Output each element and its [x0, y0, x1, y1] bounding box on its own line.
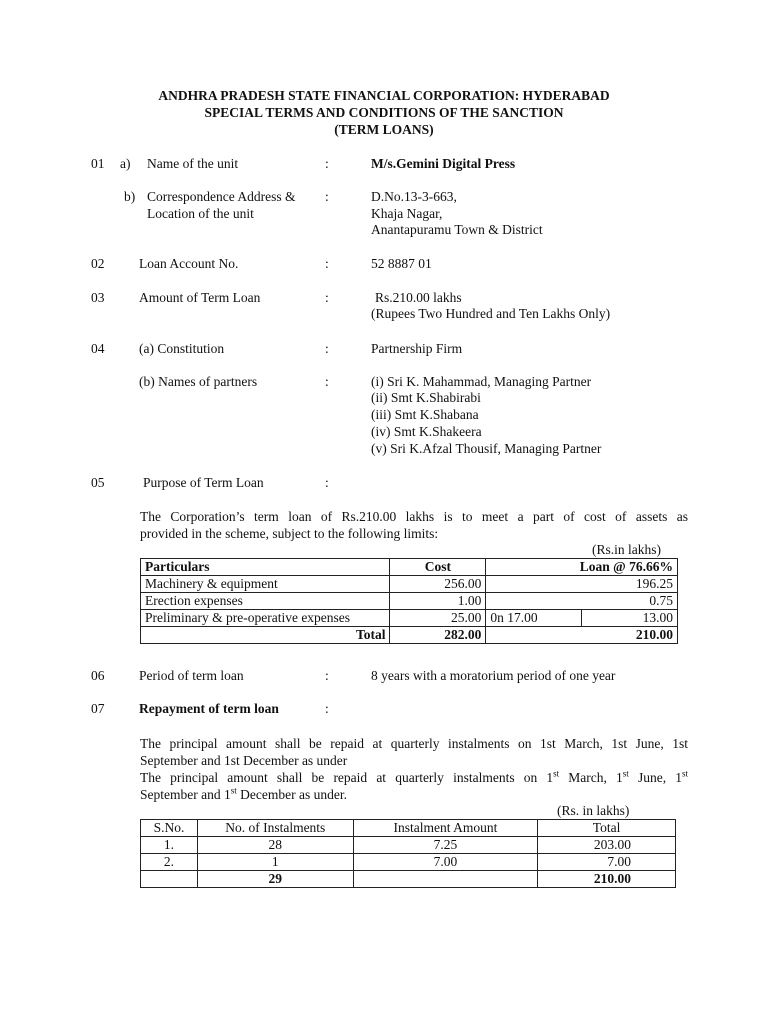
repayment-paragraph1-line2: September and 1st December as under: [140, 753, 348, 768]
item-04-number: 04: [91, 341, 105, 356]
cell-grand-total: 210.00: [538, 871, 676, 888]
repay-table-header: [141, 820, 676, 837]
cell-sno: 1.: [141, 837, 198, 854]
p2-text: June, 1: [628, 770, 682, 785]
repayment-paragraph2-line2: [140, 786, 688, 803]
cost-header-loan: Loan @ 76.66%: [486, 559, 678, 576]
item-02-number: 02: [91, 256, 105, 271]
cell-total: 7.00: [538, 854, 676, 871]
cell-instalments: 28: [197, 837, 353, 854]
doc-title-line2: SPECIAL TERMS AND CONDITIONS OF THE SANCTION: [204, 105, 564, 120]
loan-amount-words: (Rupees Two Hundred and Ten Lakhs Only): [371, 306, 611, 321]
table-total-row: [141, 627, 678, 644]
item-01b-marker: b): [124, 189, 136, 204]
loan-amount-value: Rs.210.00 lakhs: [375, 290, 462, 305]
p2-text: The principal amount shall be repaid at quarterly instalments on 1: [140, 770, 554, 785]
p2-sup: st: [681, 768, 688, 779]
partner-item: (iv) Smt K.Shakeera: [371, 424, 482, 439]
table-total-row: [141, 871, 676, 888]
doc-title-line1: ANDHRA PRADESH STATE FINANCIAL CORPORATION: HYDERABAD: [158, 88, 610, 103]
purpose-paragraph-line1: The Corporation’s term loan of Rs.210.00 lakhs is to meet a part of cost of assets as: [140, 509, 688, 524]
term-period-value: 8 years with a moratorium period of one year: [371, 668, 616, 683]
cost-table-unit: (Rs.in lakhs): [592, 542, 661, 557]
cost-header-particulars: Particulars: [141, 559, 390, 576]
p2b-text: December as under.: [236, 787, 347, 802]
cell-amount: 7.25: [353, 837, 538, 854]
item-06-label: Period of term loan: [139, 668, 244, 683]
item-01a-marker: a): [120, 156, 131, 171]
cell-total-cost: 282.00: [390, 627, 486, 644]
partner-item: (i) Sri K. Mahammad, Managing Partner: [371, 374, 592, 389]
item-04b-colon: :: [325, 374, 329, 389]
item-04a-colon: :: [325, 341, 329, 356]
item-04b-label: (b) Names of partners: [139, 374, 258, 389]
cell-particulars: Machinery & equipment: [141, 576, 390, 593]
item-05-number: 05: [91, 475, 105, 490]
table-row: [141, 576, 678, 593]
table-row: [141, 610, 678, 627]
cell-total-instalments: 29: [197, 871, 353, 888]
cell-cost: 1.00: [390, 593, 486, 610]
item-02-label: Loan Account No.: [139, 256, 239, 271]
partner-item: (iii) Smt K.Shabana: [371, 407, 479, 422]
item-07-number: 07: [91, 701, 105, 716]
address-line1: D.No.13-3-663,: [371, 189, 457, 204]
item-07-colon: :: [325, 701, 329, 716]
repay-header-total: Total: [538, 820, 676, 837]
cell-total-loan: 210.00: [486, 627, 678, 644]
address-line3: Anantapuramu Town & District: [371, 222, 543, 237]
item-03-label: Amount of Term Loan: [139, 290, 261, 305]
purpose-paragraph-line2: provided in the scheme, subject to the following limits:: [140, 526, 439, 541]
item-01b-colon: :: [325, 189, 329, 204]
cell-particulars: Erection expenses: [141, 593, 390, 610]
item-02-colon: :: [325, 256, 329, 271]
item-01b-label-line2: Location of the unit: [147, 206, 254, 221]
item-01a-label: Name of the unit: [147, 156, 239, 171]
item-06-number: 06: [91, 668, 105, 683]
cell-empty: [353, 871, 538, 888]
item-01b-label-line1: Correspondence Address &: [147, 189, 296, 204]
cell-particulars: Preliminary & pre-operative expenses: [141, 610, 390, 627]
repayment-paragraph2-line1: [140, 769, 688, 786]
constitution-value: Partnership Firm: [371, 341, 463, 356]
cell-note: 0n 17.00: [486, 610, 582, 627]
cost-table-header: [141, 559, 678, 576]
p2-text: March, 1: [559, 770, 623, 785]
table-row: [141, 837, 676, 854]
p2b-sup: st: [230, 785, 237, 796]
item-01-number: 01: [91, 156, 105, 171]
item-03-colon: :: [325, 290, 329, 305]
loan-account-value: 52 8887 01: [371, 256, 432, 271]
cell-loan: 0.75: [486, 593, 678, 610]
cell-cost: 256.00: [390, 576, 486, 593]
p2-sup: st: [553, 768, 560, 779]
doc-title-line3: (TERM LOANS): [334, 122, 434, 137]
cell-amount: 7.00: [353, 854, 538, 871]
partner-item: (v) Sri K.Afzal Thousif, Managing Partner: [371, 441, 602, 456]
p2-sup: st: [622, 768, 629, 779]
cell-total: 203.00: [538, 837, 676, 854]
cell-loan: 13.00: [582, 610, 678, 627]
item-03-number: 03: [91, 290, 105, 305]
table-row: [141, 854, 676, 871]
cell-cost: 25.00: [390, 610, 486, 627]
table-row: [141, 593, 678, 610]
cell-sno: 2.: [141, 854, 198, 871]
repay-header-instalments: No. of Instalments: [197, 820, 353, 837]
partner-item: (ii) Smt K.Shabirabi: [371, 390, 481, 405]
repay-header-amount: Instalment Amount: [353, 820, 538, 837]
cell-loan: 196.25: [486, 576, 678, 593]
cell-empty: [141, 871, 198, 888]
item-05-label: Purpose of Term Loan: [143, 475, 264, 490]
repayment-paragraph1-line1: The principal amount shall be repaid at quarterly instalments on 1st March, 1st June, 1st: [140, 736, 688, 751]
item-06-colon: :: [325, 668, 329, 683]
cell-instalments: 1: [197, 854, 353, 871]
cell-total-label: Total: [141, 627, 390, 644]
cost-header-cost: Cost: [390, 559, 486, 576]
item-04a-label: (a) Constitution: [139, 341, 225, 356]
item-01a-colon: :: [325, 156, 329, 171]
p2b-text: September and 1: [140, 787, 231, 802]
item-05-colon: :: [325, 475, 329, 490]
repayment-table: [140, 819, 676, 888]
item-07-label: Repayment of term loan: [139, 701, 279, 716]
repay-header-sno: S.No.: [141, 820, 198, 837]
unit-name-value: M/s.Gemini Digital Press: [371, 156, 516, 171]
repay-table-unit: (Rs. in lakhs): [557, 803, 630, 818]
cost-table: [140, 558, 678, 644]
address-line2: Khaja Nagar,: [371, 206, 443, 221]
